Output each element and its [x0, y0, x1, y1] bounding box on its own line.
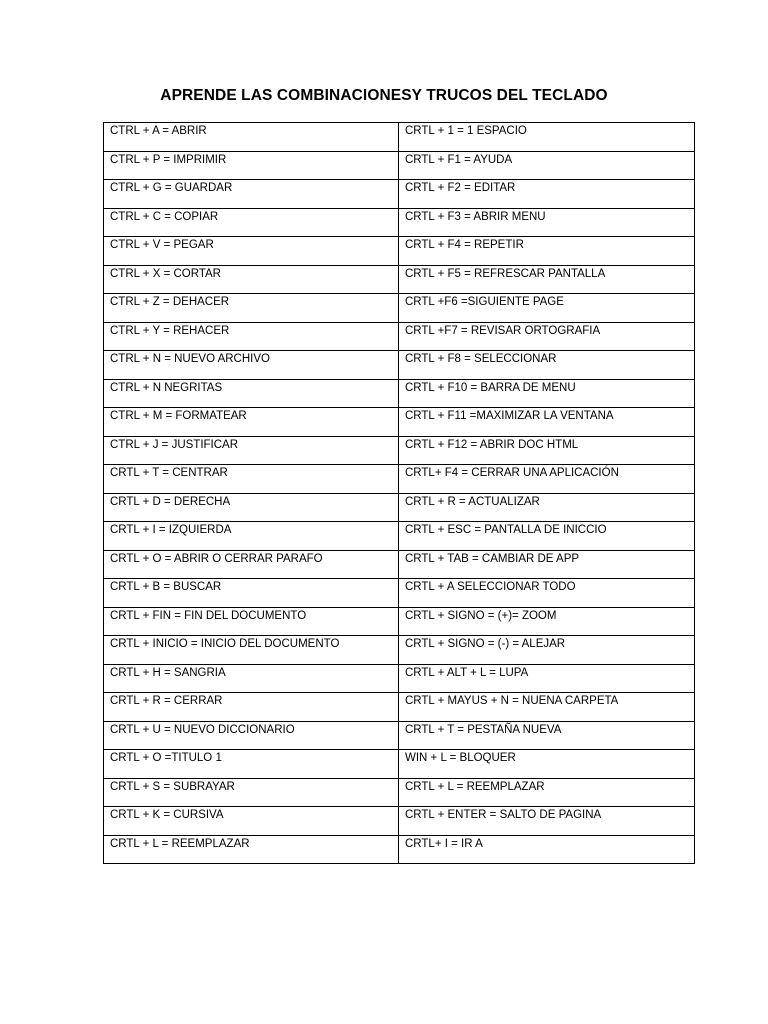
- shortcut-cell-left: CRTL + K = CURSIVA: [104, 807, 399, 836]
- table-row: [104, 607, 695, 636]
- shortcut-table-body: [104, 123, 695, 864]
- shortcut-cell-right: WIN + L = BLOQUER: [399, 750, 695, 779]
- table-row: [104, 636, 695, 665]
- table-row: [104, 664, 695, 693]
- shortcut-cell-right: CRTL + L = REEMPLAZAR: [399, 778, 695, 807]
- shortcut-cell-left: CRTL + H = SANGRIA: [104, 664, 399, 693]
- table-row: [104, 750, 695, 779]
- shortcut-cell-left: CRTL + U = NUEVO DICCIONARIO: [104, 721, 399, 750]
- shortcut-cell-left: CTRL + P = IMPRIMIR: [104, 151, 399, 180]
- shortcut-cell-left: CTRL + J = JUSTIFICAR: [104, 436, 399, 465]
- shortcut-cell-right: CRTL + F11 =MAXIMIZAR LA VENTANA: [399, 408, 695, 437]
- shortcut-cell-right: CRTL + MAYUS + N = NUENA CARPETA: [399, 693, 695, 722]
- shortcut-cell-right: CRTL + F1 = AYUDA: [399, 151, 695, 180]
- shortcut-cell-left: CRTL + O = ABRIR O CERRAR PARAFO: [104, 550, 399, 579]
- table-row: [104, 721, 695, 750]
- table-row: [104, 778, 695, 807]
- table-row: [104, 237, 695, 266]
- shortcut-cell-left: CRTL + S = SUBRAYAR: [104, 778, 399, 807]
- shortcut-cell-right: CRTL + F10 = BARRA DE MENU: [399, 379, 695, 408]
- shortcut-cell-right: CRTL + F3 = ABRIR MENU: [399, 208, 695, 237]
- table-row: [104, 807, 695, 836]
- shortcut-cell-right: CRTL + 1 = 1 ESPACIO: [399, 123, 695, 152]
- shortcut-cell-right: CRTL + F5 = REFRESCAR PANTALLA: [399, 265, 695, 294]
- shortcut-cell-right: CRTL + TAB = CAMBIAR DE APP: [399, 550, 695, 579]
- table-row: [104, 180, 695, 209]
- table-row: [104, 379, 695, 408]
- shortcut-cell-right: CRTL + ENTER = SALTO DE PAGINA: [399, 807, 695, 836]
- shortcut-cell-right: CRTL + T = PESTAÑA NUEVA: [399, 721, 695, 750]
- shortcut-cell-right: CRTL + ESC = PANTALLA DE INICCIO: [399, 522, 695, 551]
- shortcut-cell-right: CRTL + F8 = SELECCIONAR: [399, 351, 695, 380]
- shortcut-cell-left: CRTL + D = DERECHA: [104, 493, 399, 522]
- shortcut-cell-right: CRTL + A SELECCIONAR TODO: [399, 579, 695, 608]
- shortcut-cell-right: CRTL +F7 = REVISAR ORTOGRAFIA: [399, 322, 695, 351]
- shortcut-cell-left: CRTL + T = CENTRAR: [104, 465, 399, 494]
- table-row: [104, 693, 695, 722]
- shortcut-cell-left: CTRL + V = PEGAR: [104, 237, 399, 266]
- shortcut-cell-right: CRTL + F4 = REPETIR: [399, 237, 695, 266]
- table-row: [104, 151, 695, 180]
- table-row: [104, 294, 695, 323]
- shortcut-cell-right: CRTL+ I = IR A: [399, 835, 695, 864]
- shortcut-cell-right: CRTL + R = ACTUALIZAR: [399, 493, 695, 522]
- shortcut-cell-right: CRTL +F6 =SIGUIENTE PAGE: [399, 294, 695, 323]
- shortcut-cell-left: CRTL + B = BUSCAR: [104, 579, 399, 608]
- table-row: [104, 351, 695, 380]
- shortcut-cell-left: CRTL + L = REEMPLAZAR: [104, 835, 399, 864]
- shortcut-cell-left: CTRL + Z = DEHACER: [104, 294, 399, 323]
- table-row: [104, 465, 695, 494]
- table-row: [104, 408, 695, 437]
- shortcut-cell-left: CRTL + I = IZQUIERDA: [104, 522, 399, 551]
- shortcut-cell-right: CRTL + SIGNO = (-) = ALEJAR: [399, 636, 695, 665]
- shortcut-cell-left: CRTL + INICIO = INICIO DEL DOCUMENTO: [104, 636, 399, 665]
- shortcut-cell-left: CRTL + O =TITULO 1: [104, 750, 399, 779]
- shortcut-cell-right: CRTL + F12 = ABRIR DOC HTML: [399, 436, 695, 465]
- shortcut-cell-left: CRTL + R = CERRAR: [104, 693, 399, 722]
- table-row: [104, 550, 695, 579]
- shortcut-cell-right: CRTL + SIGNO = (+)= ZOOM: [399, 607, 695, 636]
- shortcut-cell-right: CRTL+ F4 = CERRAR UNA APLICACIÓN: [399, 465, 695, 494]
- table-row: [104, 493, 695, 522]
- shortcut-cell-left: CTRL + N NEGRITAS: [104, 379, 399, 408]
- shortcut-cell-right: CRTL + F2 = EDITAR: [399, 180, 695, 209]
- shortcut-cell-left: CTRL + M = FORMATEAR: [104, 408, 399, 437]
- shortcut-cell-left: CTRL + G = GUARDAR: [104, 180, 399, 209]
- shortcut-cell-left: CTRL + C = COPIAR: [104, 208, 399, 237]
- shortcut-cell-left: CRTL + FIN = FIN DEL DOCUMENTO: [104, 607, 399, 636]
- table-row: [104, 322, 695, 351]
- table-row: [104, 265, 695, 294]
- page-title: APRENDE LAS COMBINACIONESY TRUCOS DEL TECLADO: [160, 87, 608, 104]
- shortcut-cell-right: CRTL + ALT + L = LUPA: [399, 664, 695, 693]
- shortcut-cell-left: CTRL + A = ABRIR: [104, 123, 399, 152]
- shortcut-table: [103, 122, 695, 864]
- table-row: [104, 436, 695, 465]
- table-row: [104, 123, 695, 152]
- table-row: [104, 579, 695, 608]
- shortcut-cell-left: CTRL + N = NUEVO ARCHIVO: [104, 351, 399, 380]
- shortcut-cell-left: CTRL + Y = REHACER: [104, 322, 399, 351]
- table-row: [104, 835, 695, 864]
- table-row: [104, 208, 695, 237]
- shortcut-cell-left: CTRL + X = CORTAR: [104, 265, 399, 294]
- table-row: [104, 522, 695, 551]
